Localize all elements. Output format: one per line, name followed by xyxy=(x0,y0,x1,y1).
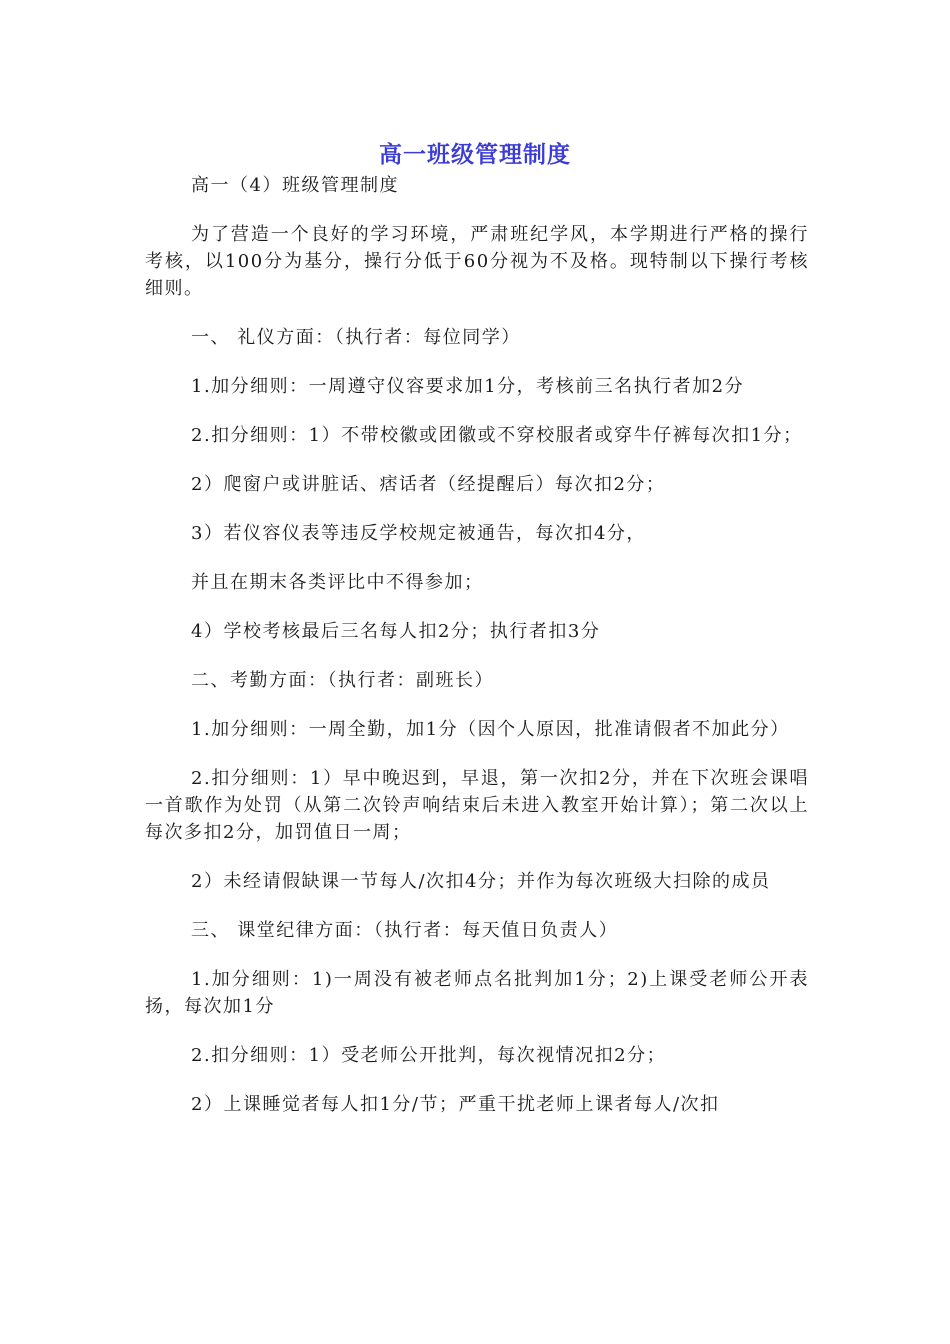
paragraph-etiquette-deduction-3: 3）若仪容仪表等违反学校规定被通告，每次扣4分， xyxy=(191,523,646,544)
paragraph-etiquette-deduction-1: 2.扣分细则：1）不带校徽或团徽或不穿校服者或穿牛仔裤每次扣1分； xyxy=(191,425,803,446)
paragraph-attendance-deduction-1: 2.扣分细则：1）早中晚迟到，早退，第一次扣2分，并在下次班会课唱一首歌作为处罚（从第二次铃声响结束后未进入教室开始计算）；第二次以上每次多扣2分，加罚值日一周； xyxy=(145,768,809,843)
paragraph-etiquette-deduction-2: 2）爬窗户或讲脏话、痞话者（经提醒后）每次扣2分； xyxy=(191,474,666,495)
section-heading-classroom: 三、 课堂纪律方面：（执行者：每天值日负责人） xyxy=(191,920,619,941)
paragraph-etiquette-bonus: 1.加分细则：一周遵守仪容要求加1分，考核前三名执行者加2分 xyxy=(191,376,745,397)
paragraph-intro: 为了营造一个良好的学习环境，严肃班纪学风，本学期进行严格的操行考核，以100分为基分，操行分低于60分视为不及格。现特制以下操行考核细则。 xyxy=(145,224,809,299)
paragraph-classroom-deduction-1: 2.扣分细则：1）受老师公开批判，每次视情况扣2分； xyxy=(191,1045,667,1066)
paragraph-classroom-bonus: 1.加分细则：1)一周没有被老师点名批判加1分；2)上课受老师公开表扬，每次加1分 xyxy=(145,969,809,1017)
paragraph-etiquette-deduction-4: 4）学校考核最后三名每人扣2分；执行者扣3分 xyxy=(191,621,601,642)
section-heading-etiquette: 一、 礼仪方面：（执行者：每位同学） xyxy=(191,327,521,348)
paragraph-attendance-deduction-2: 2）未经请假缺课一节每人/次扣4分；并作为每次班级大扫除的成员 xyxy=(191,871,771,892)
paragraph-class-heading: 高一（4）班级管理制度 xyxy=(191,175,399,196)
document-title: 高一班级管理制度 xyxy=(379,142,571,168)
paragraph-classroom-deduction-2: 2）上课睡觉者每人扣1分/节；严重干扰老师上课者每人/次扣 xyxy=(191,1094,720,1115)
paragraph-attendance-bonus: 1.加分细则：一周全勤，加1分（因个人原因，批准请假者不加此分） xyxy=(191,719,790,740)
section-heading-attendance: 二、考勤方面：（执行者：副班长） xyxy=(191,670,494,691)
paragraph-etiquette-deduction-3-cont: 并且在期末各类评比中不得参加； xyxy=(191,572,484,593)
document-body xyxy=(145,172,809,1140)
